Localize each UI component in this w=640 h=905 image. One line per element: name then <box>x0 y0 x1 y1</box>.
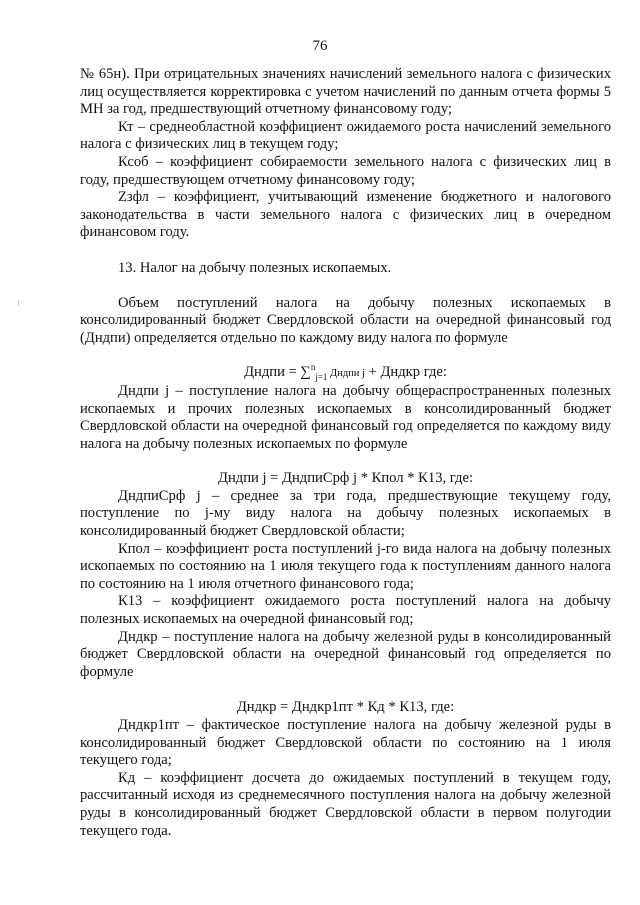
paragraph-dndkr-definition: Дндкр – поступление налога на добычу железной руды в консолидированный бюджет Свердловской области на очередной финансовый год определяется по формуле <box>80 628 611 680</box>
formula-rhs: + Дндкр где: <box>364 364 447 381</box>
paragraph-dndpisrf-definition: ДндпиСрф j – среднее за три года, предшествующие текущему году, поступление по j-му виду налога на добычу полезных ископаемых в консолидированный бюджет Свердловской области; <box>80 487 611 540</box>
paragraph-kd-definition: Кд – коэффициент досчета до ожидаемых поступлений в текущем году, рассчитанный исходя из среднемесячного поступления налога на добычу железной руды в консолидированный бюджет Свердловской области в первом полугодии текущего года. <box>80 769 611 839</box>
formula-sum-upper: n <box>310 362 316 373</box>
paragraph-mineral-tax-volume: Объем поступлений налога на добычу полезных ископаемых в консолидированный бюджет Свердловской области на очередной финансовый год (Дндпи) определяется отдельно по каждому виду налога по формуле <box>80 294 611 346</box>
formula-sum-lower: j=1 <box>315 372 328 383</box>
paragraph-dndkr1pt-definition: Дндкр1пт – фактическое поступление налога на добычу железной руды в консолидированный бюджет Свердловской области по состоянию на 1 июля текущего года; <box>80 717 611 769</box>
paragraph-zzfl-definition: Zзфл – коэффициент, учитывающий изменение бюджетного и налогового законодательства в части земельного налога с физических лиц в очередном финансовом году. <box>80 189 611 241</box>
formula-total-mineral-tax <box>80 364 611 383</box>
paragraph-land-tax-correction: № 65н). При отрицательных значениях начислений земельного налога с физических лиц осуществляется корректировка с учетом начислений по данным отчета формы 5 МН за год, предшествующий отчетному финансовому году; <box>80 66 611 118</box>
page-number: 76 <box>312 38 328 54</box>
paragraph-k13-definition: К13 – коэффициент ожидаемого роста поступлений налога на добычу полезных ископаемых на очередной финансовый год; <box>80 593 611 628</box>
paragraph-ksob-definition: Ксоб – коэффициент собираемости земельного налога с физических лиц в году, предшествующем отчетному финансовому году; <box>80 153 611 188</box>
scan-margin-mark <box>18 300 19 306</box>
section-heading: 13. Налог на добычу полезных ископаемых. <box>118 259 392 276</box>
formula-dndkr: Дндкр = Дндкр1пт * Кд * К13, где: <box>236 699 455 716</box>
paragraph-kpol-definition: Кпол – коэффициент роста поступлений j-го вида налога на добычу полезных ископаемых по состоянию на 1 июля текущего года к поступлениям данного налога по состоянию на 1 июля отчетного финансового года; <box>80 540 611 592</box>
formula-dndpi-j: Дндпи j = ДндпиСрф j * Кпол * К13, где: <box>218 470 473 487</box>
formula-lhs: Дндпи = ∑ <box>244 364 311 381</box>
paragraph-dndpi-j-definition: Дндпи j – поступление налога на добычу общераспространенных полезных ископаемых и прочих полезных ископаемых в консолидированный бюджет Свердловской области на очередной финансовый год определяется по каждому виду налога на добычу полезных ископаемых по формуле <box>80 382 611 452</box>
document-body <box>80 66 611 840</box>
formula-sum-term: Дндпи j <box>327 368 365 380</box>
paragraph-kt-definition: Кт – среднеобластной коэффициент ожидаемого роста начислений земельного налога с физических лиц в текущем году; <box>80 118 611 153</box>
